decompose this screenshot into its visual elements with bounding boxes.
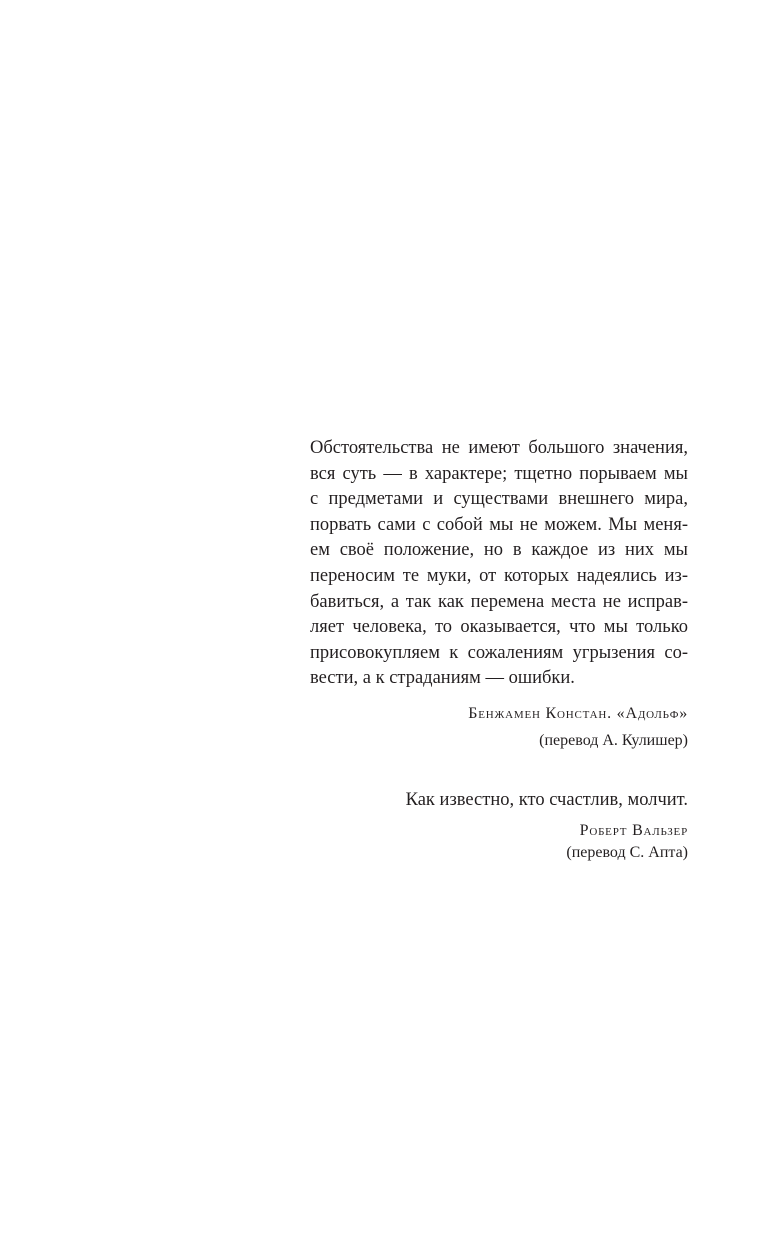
quote-line: Обстоятельства не имеют большого значения,	[310, 438, 688, 458]
translator-credit: (перевод С. Апта)	[566, 844, 688, 861]
translator-credit: (перевод А. Кулишер)	[539, 731, 688, 749]
epigraph-walser	[310, 786, 688, 864]
epigraph-quote	[310, 436, 688, 692]
epigraph-quote	[310, 786, 688, 814]
quote-line: переносим те муки, от которых надеялись из-	[310, 565, 688, 586]
quote-line: с предметами и существами внешнего мира,	[310, 489, 688, 510]
author-name: Бенжамен Констан. «Адольф»	[468, 704, 688, 722]
quote-line: ем своё положение, но в каждое из них мы	[310, 540, 688, 561]
quote-line: ляет человека, то оказывается, что мы только	[310, 617, 688, 638]
quote-line: вся суть — в характере; тщетно порываем мы	[310, 463, 688, 484]
author-name: Роберт Вальзер	[579, 822, 688, 839]
quote-line: порвать сами с собой мы не можем. Мы меня-	[310, 514, 688, 535]
quote-line: присовокупляем к сожалениям угрызения со-	[310, 642, 688, 663]
quote-line: Как известно, кто счастлив, молчит.	[405, 790, 688, 810]
epigraph-attribution	[310, 820, 688, 864]
epigraph-attribution	[310, 700, 688, 754]
quote-line: вести, а к страданиям — ошибки.	[310, 668, 575, 689]
epigraph-constant	[310, 436, 688, 754]
quote-line: бавиться, а так как перемена места не исправ-	[310, 591, 688, 612]
